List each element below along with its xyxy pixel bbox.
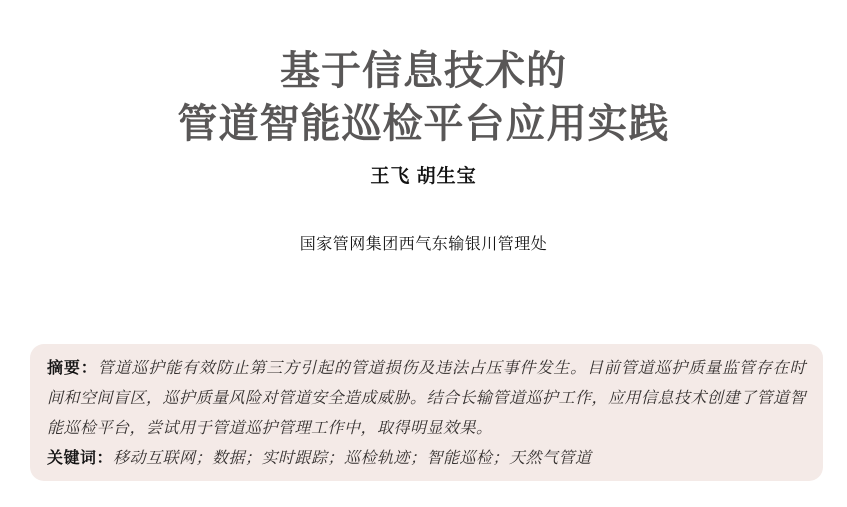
abstract-label: 摘要： <box>47 360 98 377</box>
abstract-paragraph <box>47 354 806 444</box>
abstract-text: 管道巡护能有效防止第三方引起的管道损伤及违法占压事件发生。目前管道巡护质量监管存在时间和空间盲区，巡护质量风险对管道安全造成威胁。结合长输管道巡护工作，应用信息技术创建了管道智能巡检平台，尝试用于管道巡护管理工作中，取得明显效果。 <box>47 360 807 437</box>
affiliation-line: 国家管网集团西气东输银川管理处 <box>299 236 548 253</box>
article-title <box>0 45 847 151</box>
article-title-line-2: 管道智能巡检平台应用实践 <box>177 101 670 146</box>
article-title-line-1: 基于信息技术的 <box>280 48 567 93</box>
abstract-box <box>30 344 823 481</box>
keywords-text: 移动互联网；数据；实时跟踪；巡检轨迹；智能巡检；天然气管道 <box>113 450 592 467</box>
authors-line: 王飞 胡生宝 <box>370 166 477 187</box>
keywords-paragraph <box>47 444 806 474</box>
keywords-label: 关键词： <box>47 450 114 467</box>
